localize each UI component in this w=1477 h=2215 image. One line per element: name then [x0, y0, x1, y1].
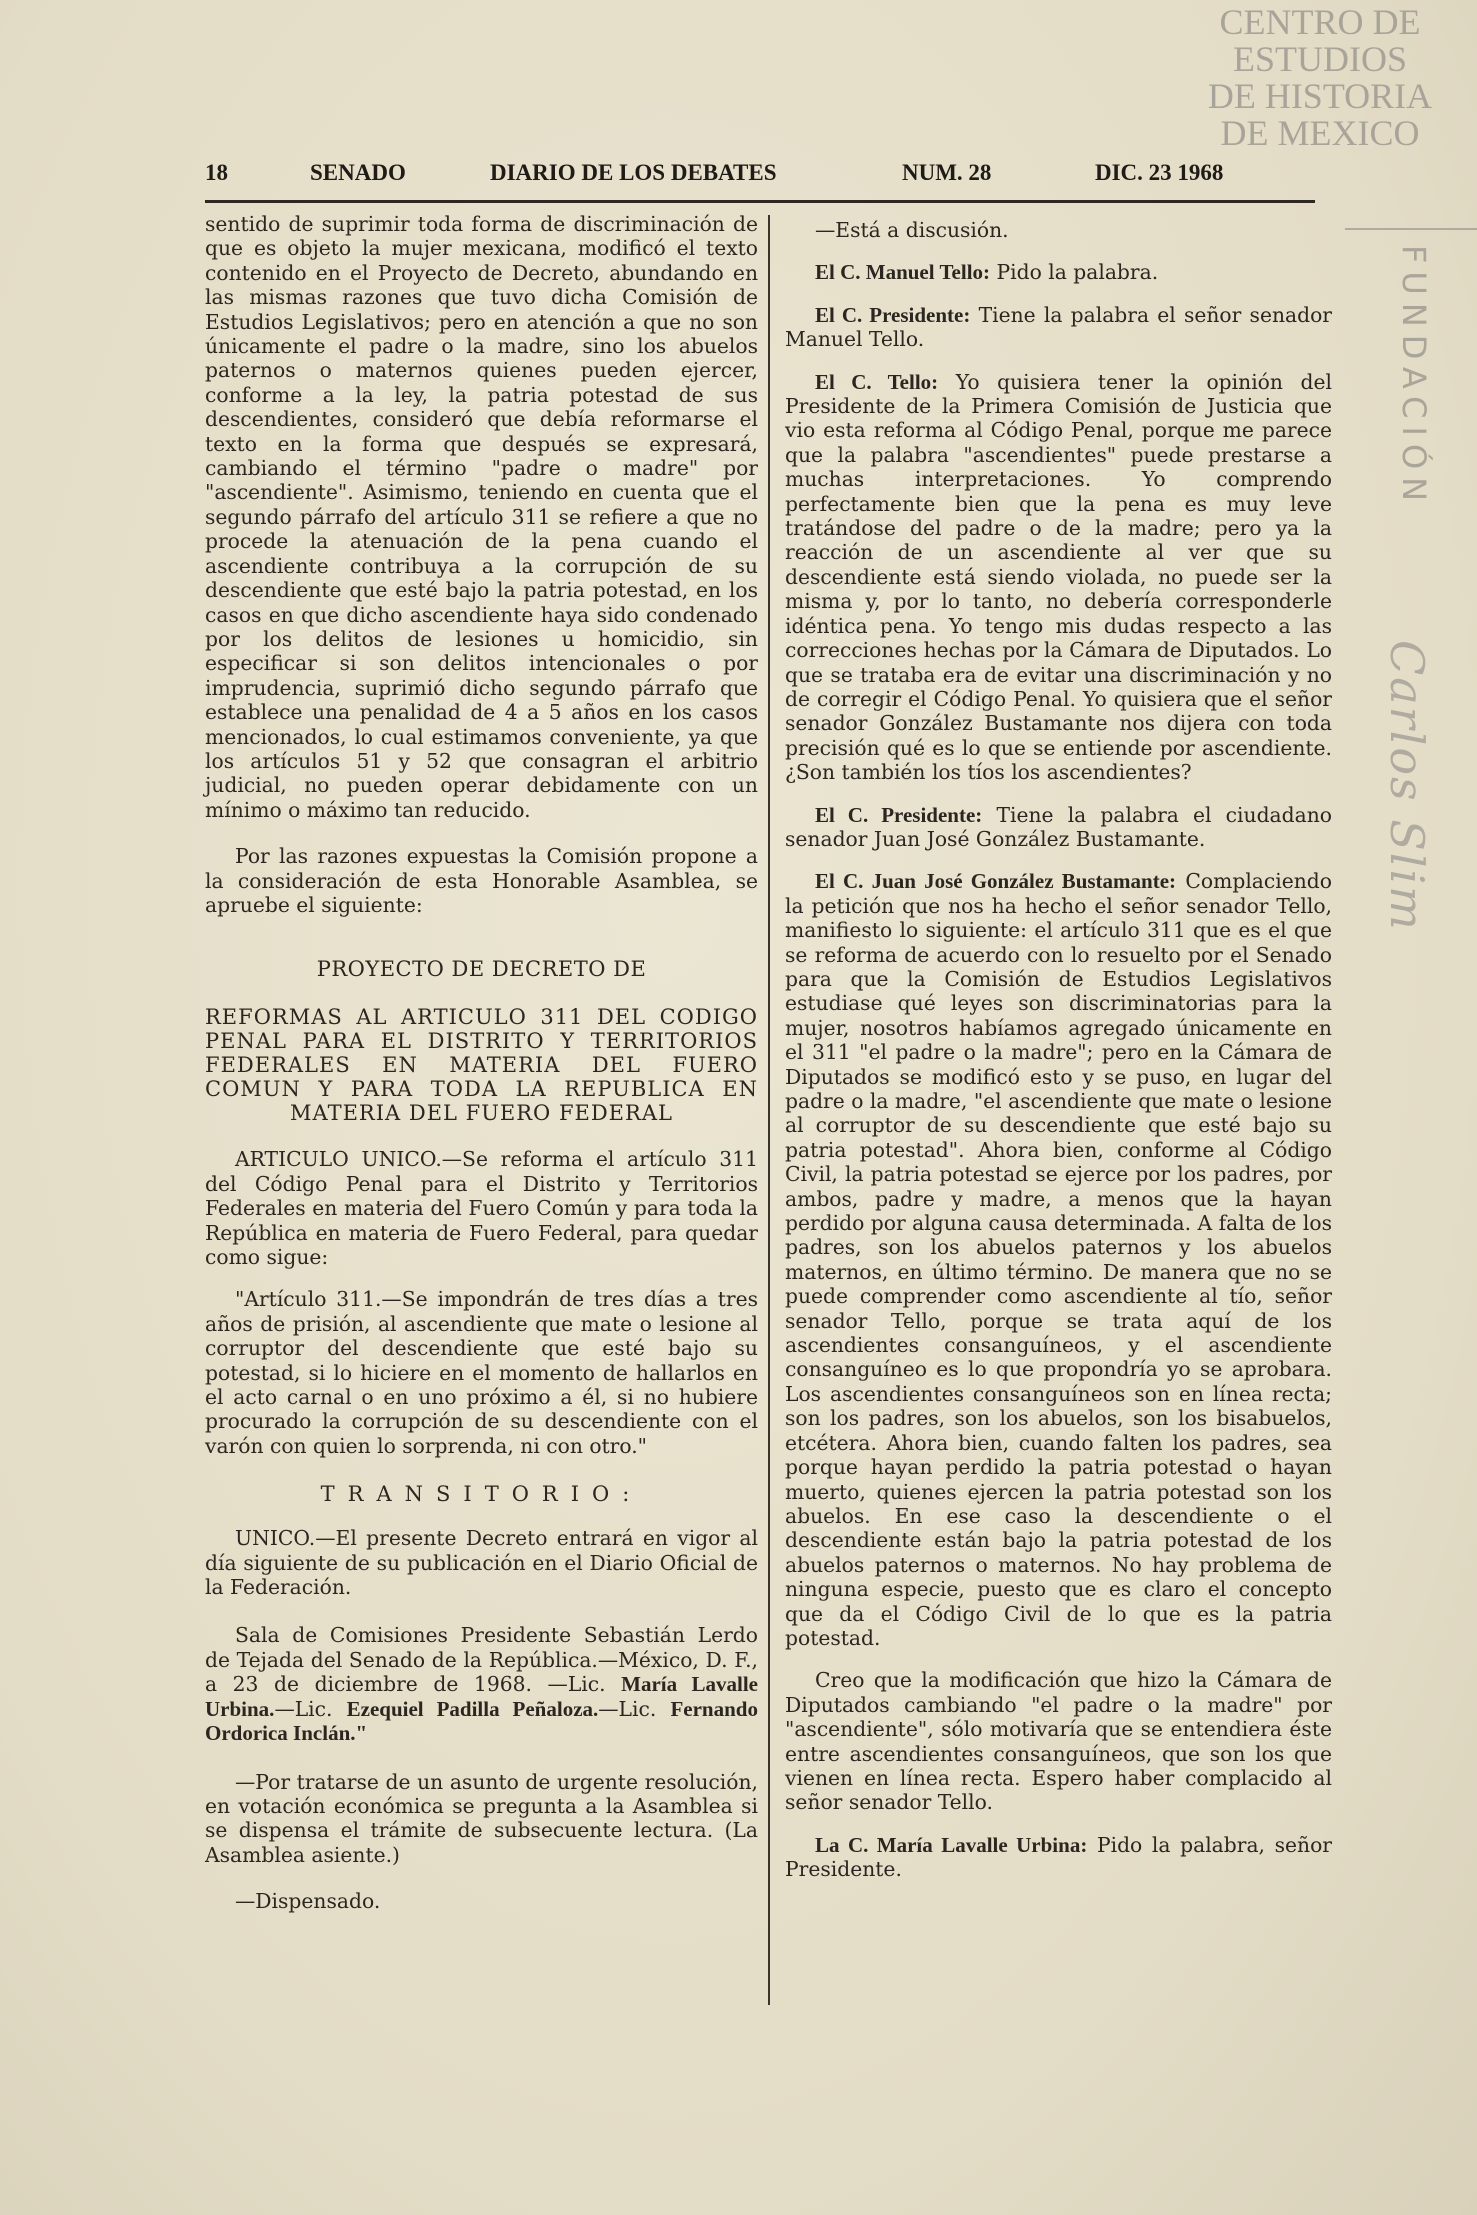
speech — [785, 803, 1332, 852]
right-column — [785, 218, 1332, 1900]
text: Sala de Comisiones Presidente Sebastián Lerdo de Tejada del Senado de la República.—México, D. F., a 23 de diciembre de 1968. —Lic. — [205, 1623, 758, 1697]
paragraph: —Está a discusión. — [815, 218, 1009, 242]
running-header — [205, 160, 1245, 192]
watermark-line: DE MEXICO — [1220, 113, 1420, 153]
watermark-line: ESTUDIOS — [1232, 39, 1407, 79]
speaker: El C. Presidente: — [815, 302, 971, 327]
text: —Lic. — [274, 1696, 347, 1721]
column-divider — [768, 215, 770, 2005]
speech — [785, 869, 1332, 1650]
issue-date: DIC. 23 1968 — [1095, 160, 1224, 185]
signatures-paragraph — [205, 1623, 758, 1745]
transitorio-heading: TRANSITORIO: — [320, 1482, 643, 1507]
speech-text: Tiene la palabra el ciudadano senador Juan José González Bustamante. — [785, 802, 1332, 851]
signatory: María Lavalle Urbina. — [205, 1672, 758, 1721]
speech — [785, 1833, 1332, 1882]
decree-title: REFORMAS AL ARTICULO 311 DEL CODIGO PENAL PARA EL DISTRITO Y TERRITORIOS FEDERALES EN MATERIA DEL FUERO COMUN Y PARA TODA LA REPUBLICA EN MATERIA DEL FUERO FEDERAL — [205, 1005, 758, 1126]
page-number: 18 — [205, 160, 228, 185]
watermark-foundation: FUNDACIÓN — [1395, 245, 1433, 510]
paragraph: —Dispensado. — [235, 1889, 381, 1914]
signatory: Fernando Ordorica Inclán." — [205, 1696, 758, 1746]
watermark-line: CENTRO DE — [1219, 2, 1421, 42]
chamber-name: SENADO — [310, 160, 406, 185]
paragraph: —Por tratarse de un asunto de urgente resolución, en votación económica se pregunta a la Asamblea si se dispensa el trámite de subsecuente lectura. (La Asamblea asiente.) — [205, 1769, 758, 1867]
header-rule — [205, 200, 1315, 203]
signatory: Ezequiel Padilla Peñaloza. — [346, 1696, 599, 1721]
issue-number: NUM. 28 — [902, 160, 992, 185]
text: —Lic. — [598, 1696, 671, 1721]
watermark-divider — [1345, 228, 1477, 230]
paragraph: Por las razones expuestas la Comisión propone a la consideración de esta Honorable Asamblea, se apruebe el siguiente: — [205, 844, 758, 917]
speech-text: Pido la palabra, señor Presidente. — [785, 1832, 1332, 1882]
speech-text: Pido la palabra. — [990, 260, 1159, 285]
publication-title: DIARIO DE LOS DEBATES — [490, 160, 777, 185]
speaker: El C. Manuel Tello: — [815, 260, 991, 285]
paragraph: sentido de suprimir toda forma de discriminación de que es objeto la mujer mexicana, modificó el texto contenido en el Proyecto de Decreto, abundando en las mismas razones que tuvo dicha Comisión de Estudios Legislativos; pero en atención a que no son únicamente el padre o la madre, sino los abuelos paternos o maternos quienes pueden ejercer, conforme a la ley, la patria potestad de sus descendientes, consideró que debía reformarse el texto en la forma que después se expresará, cambiando el término "padre o madre" por "ascendiente". Asimismo, teniendo en cuenta que el segundo párrafo del artículo 311 se refiere a que no procede la atenuación de la pena cuando el ascendiente contribuya a la corrupción de su descendiente que esté bajo la patria potestad, en los casos en que dicho ascendiente haya sido condenado por los delitos de lesiones u homicidio, sin especificar si son delitos intencionales o por imprudencia, suprimió dicho segundo párrafo que establece una penalidad de 4 a 5 años en los casos mencionados, lo cual estimamos conveniente, ya que los artículos 51 y 52 que consagran el arbitrio judicial, no pueden operar debidamente con un mínimo o máximo tan reducido. — [205, 212, 758, 822]
speaker: El C. Tello: — [815, 369, 939, 394]
speech — [785, 370, 1332, 785]
speech — [785, 260, 1332, 284]
paragraph: Creo que la modificación que hizo la Cámara de Diputados cambiando "el padre o la madre" por "ascendiente", sólo motivaría que se entendiera éste entre ascendientes consanguíneos, que son los que vienen en línea recta. Espero haber complacido al señor senador Tello. — [785, 1668, 1332, 1815]
speaker: La C. María Lavalle Urbina: — [815, 1832, 1088, 1857]
paragraph: UNICO.—El presente Decreto entrará en vigor al día siguiente de su publicación en el Diario Oficial de la Federación. — [205, 1526, 758, 1600]
speech-text: Yo quisiera tener la opinión del Presidente de la Primera Comisión de Justicia que vio esta reforma al Código Penal, porque me parece que la palabra "ascendientes" puede prestarse a muchas interpretaciones. Yo comprendo perfectamente bien que la pena es muy leve tratándose del padre o de la madre; pero ya la reacción de un ascendiente al ver que su descendiente está siendo violada, no puede ser la misma y, por lo tanto, no debería corresponderle idéntica pena. Yo tengo mis dudas respecto a las correcciones hechas por la Cámara de Diputados. Lo que se trataba era de evitar una discriminación y no de corregir el Código Penal. Yo quisiera que el señor senador González Bustamante nos dijera con toda precisión qué es lo que se entiende por ascendiente. ¿Son también los tíos los ascendientes? — [785, 369, 1332, 785]
speaker: El C. Juan José González Bustamante: — [815, 869, 1177, 894]
speech-text: Tiene la palabra el señor senador Manuel Tello. — [785, 302, 1332, 352]
decree-heading: PROYECTO DE DECRETO DE — [316, 957, 647, 982]
left-column — [205, 212, 758, 1932]
watermark-signature: Carlos Slim — [1380, 640, 1434, 932]
watermark-line: DE HISTORIA — [1207, 76, 1433, 116]
quoted-article: "Artículo 311.—Se impondrán de tres días a tres años de prisión, al ascendiente que mate o lesione al corruptor del descendiente que esté bajo su potestad, si lo hiciere en el momento de hallarlos en el acto carnal o en uno próximo a él, si no hubiere procurado la corrupción de su descendiente con el varón con quien lo sorprenda, ni con otro." — [205, 1287, 758, 1458]
speech — [785, 303, 1332, 352]
paragraph: ARTICULO UNICO.—Se reforma el artículo 311 del Código Penal para el Distrito y Territorios Federales en materia del Fuero Común y para toda la República en materia de Fuero Federal, para quedar como sigue: — [205, 1147, 758, 1269]
speech-text: Complaciendo la petición que nos ha hecho el señor senador Tello, manifiesto lo siguiente: el artículo 311 que es el que se reforma de acuerdo con lo resuelto por el Senado para que la Comisión de Estudios Legislativos estudiase qué leyes son discriminatorias para la mujer, nosotros habíamos agregado únicamente en el 311 "el padre o la madre"; pero en la Cámara de Diputados se modificó esto y se puso, en lugar del padre o la madre, "el ascendiente que mate o lesione al corruptor de su descendiente que esté bajo su patria potestad". Ahora bien, conforme al Código Civil, la patria potestad se ejerce por los padres, por ambos, padre y madre, a menos que la hayan perdido por alguna causa determinada. A falta de los padres, son los abuelos paternos y los abuelos maternos, en último término. De manera que no se puede comprender como ascendiente al tío, señor senador Tello, porque se trata aquí de los ascendientes consanguíneos, y el ascendiente consanguíneo es lo que propondría yo se aprobara. Los ascendientes consanguíneos son en línea recta; son los padres, son los abuelos, son los bisabuelos, etcétera. Ahora bien, cuando falten los padres, sea porque hayan perdido la patria potestad o hayan muerto, quienes ejercen la patria potestad son los abuelos. En ese caso la descendiente o el descendiente están bajo la patria potestad de los abuelos paternos o maternos. No hay problema de ninguna especie, puesto que es claro el concepto que da el Código Civil de lo que es la patria potestad. — [785, 869, 1333, 1650]
speaker: El C. Presidente: — [815, 802, 983, 827]
watermark-institution — [1170, 4, 1470, 152]
